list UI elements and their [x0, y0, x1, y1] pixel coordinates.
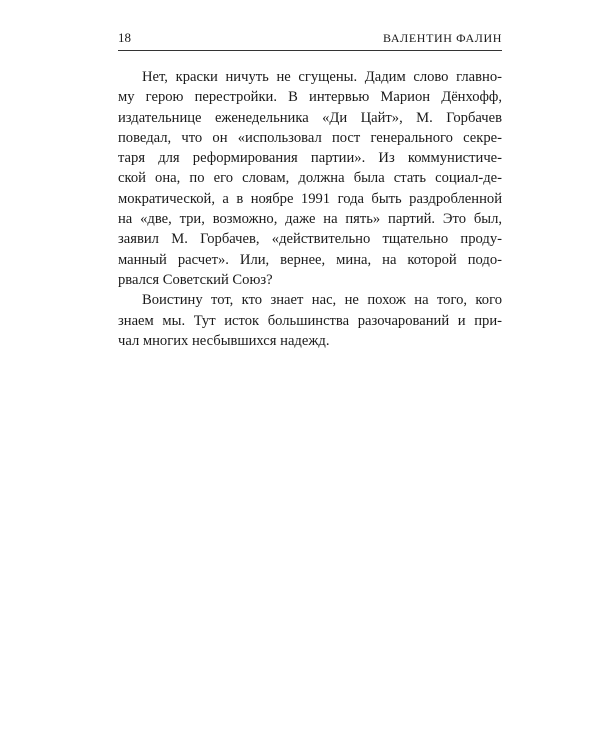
text-line: мократической, а в ноябре 1991 года быть раздробленной	[118, 190, 502, 207]
text-line: Нет, краски ничуть не сгущены. Дадим слово главно-	[142, 69, 502, 85]
text-line: на «две, три, возможно, даже на пять» партий. Это был,	[118, 211, 502, 228]
running-head	[118, 28, 502, 48]
body-text	[118, 67, 502, 351]
text-line: ской она, по его словам, должна была стать социал-де-	[118, 170, 502, 187]
text-line: знаем мы. Тут исток большинства разочарований и при-	[118, 312, 502, 329]
text-line: поведал, что он «использовал пост генерального секре-	[118, 129, 502, 146]
running-title: ВАЛЕНТИН ФАЛИН	[383, 31, 502, 45]
header-rule	[118, 50, 502, 51]
text-line: издательнице еженедельника «Ди Цайт», М. Горбачев	[118, 109, 502, 126]
text-line: му герою перестройки. В интервью Марион Дёнхофф,	[118, 89, 502, 106]
text-line: таря для реформирования партии». Из коммунистиче-	[118, 150, 502, 167]
text-line: рвался Советский Союз?	[118, 271, 273, 288]
text-line: чал многих несбывшихся надежд.	[118, 332, 330, 349]
paragraph-2	[118, 290, 502, 351]
text-line: Воистину тот, кто знает нас, не похож на того, кого	[142, 292, 502, 309]
text-line: манный расчет». Или, вернее, мина, на которой подо-	[118, 251, 502, 268]
page-number: 18	[118, 30, 131, 45]
text-line: заявил М. Горбачев, «действительно тщательно проду-	[118, 231, 502, 248]
paragraph-1	[118, 67, 502, 290]
